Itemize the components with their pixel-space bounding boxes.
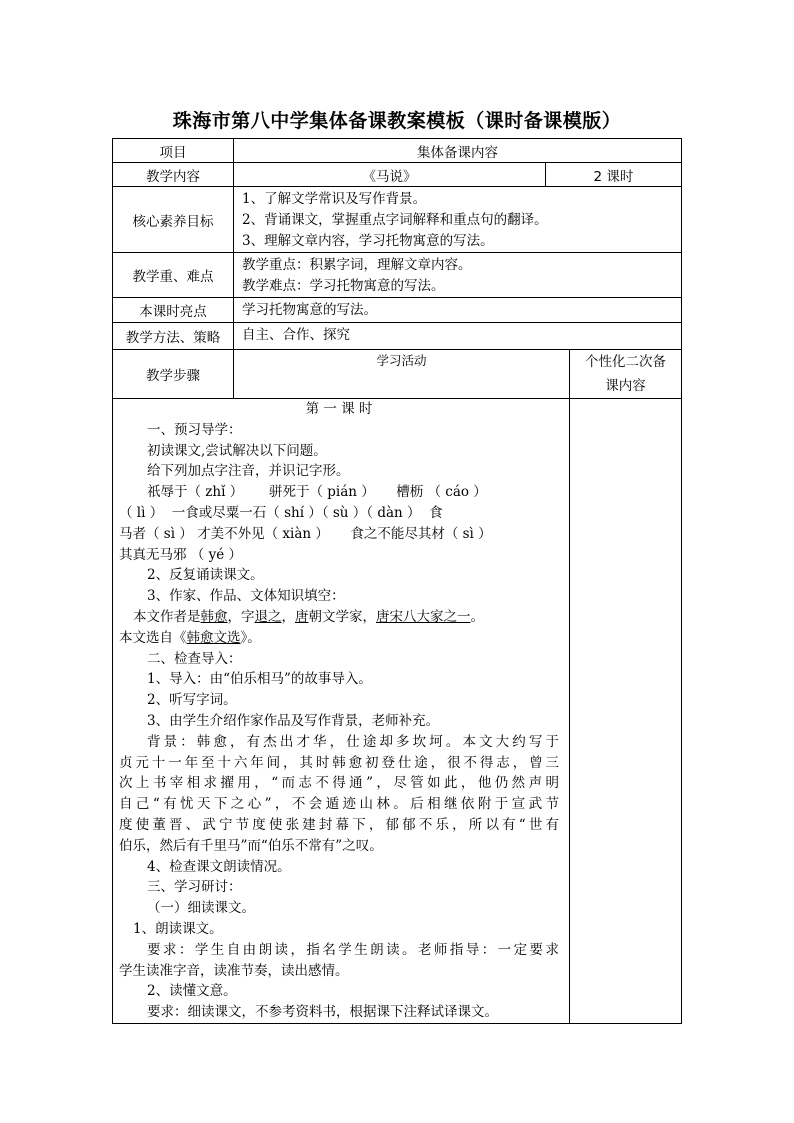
- author-text: 。: [470, 608, 484, 625]
- personal-header-line: 个性化二次备: [585, 354, 666, 370]
- body-line: 祇辱于（ zhǐ ） 骈死于（ pián ） 槽枥 （ cáo ）: [147, 484, 487, 501]
- goal-item: 1、了解文学常识及写作背景。: [242, 191, 427, 207]
- author-dynasty: 唐: [295, 608, 309, 625]
- difficult-point: 教学难点：学习托物寓意的写法。: [242, 278, 445, 294]
- body-row: [113, 399, 682, 1024]
- body-line: 初读课文,尝试解决以下问题。: [147, 442, 327, 459]
- methods-text: 自主、合作、探究: [234, 323, 682, 350]
- body-line: 二、检查导入：: [147, 650, 242, 667]
- header-item: 项目: [113, 139, 234, 163]
- goals-row: [113, 187, 682, 253]
- personal-header-line: 课内容: [605, 378, 646, 394]
- requirement-line: 学生读准字音，读准节奏，读出感情。: [119, 962, 349, 979]
- author-group: 唐宋八大家之一: [376, 608, 471, 625]
- body-line: 三、学习研讨：: [147, 879, 242, 896]
- key-points-row: [113, 253, 682, 298]
- author-courtesy-name: 退之: [254, 608, 282, 625]
- body-line: 1、朗读课文。: [133, 920, 223, 937]
- background-line: 度使董晋、武宁节度使张建封幕下，郁郁不乐，所以有“世有: [119, 816, 559, 833]
- key-point: 教学重点：积累字词，理解文章内容。: [242, 257, 472, 273]
- author-text: ，字: [227, 608, 255, 625]
- author-text: ，: [281, 608, 295, 625]
- body-line: 马者（ sì ） 才美不外见（ xiàn ） 食之不能尽其材（ sì ）: [119, 525, 492, 542]
- key-points-content: [234, 253, 682, 298]
- methods-row: [113, 323, 682, 350]
- highlight-row: [113, 298, 682, 323]
- goal-item: 2、背诵课文，掌握重点字词解释和重点句的翻译。: [242, 212, 548, 228]
- source-book: 韩愈文选: [186, 629, 241, 646]
- highlight-label: 本课时亮点: [113, 298, 234, 323]
- body-line: 2、反复诵读课文。: [147, 567, 264, 584]
- body-line: （一）细读课文。: [147, 900, 255, 917]
- background-line: 次上书宰相求擢用，“而志不得通”，尽管如此，他仍然声明: [119, 775, 559, 792]
- body-line: 3、由学生介绍作家作品及写作背景，老师补充。: [147, 712, 440, 729]
- methods-label: 教学方法、策略: [113, 323, 234, 350]
- steps-row: [113, 350, 682, 399]
- header-content: 集体备课内容: [234, 139, 682, 163]
- author-line: [119, 607, 559, 628]
- source-text: 》。: [240, 629, 261, 646]
- lesson-title: 《马说》: [234, 163, 546, 187]
- body-line: 2、听写字词。: [147, 692, 237, 709]
- author-prefix: 本文作者是: [133, 608, 201, 625]
- body-line: 其真无马邪 （ yé ）: [119, 546, 242, 563]
- body-line: 一、预习导学：: [147, 421, 242, 438]
- steps-label: 教学步骤: [113, 350, 234, 399]
- header-row: [113, 139, 682, 163]
- lesson-plan-table: [112, 138, 682, 1024]
- page-title: 珠海市第八中学集体备课教案模板（课时备课模版）: [172, 110, 622, 132]
- body-line: 3、作家、作品、文体知识填空：: [147, 588, 345, 605]
- body-line: 4、检查课文朗读情况。: [147, 858, 291, 875]
- goal-item: 3、理解文章内容，学习托物寓意的写法。: [242, 233, 494, 249]
- lesson-body: [113, 399, 570, 1024]
- body-line: 2、读懂文意。: [147, 983, 237, 1000]
- body-line: （ lì ） 一食或尽粟一石（ shí ）（ sù ）（ dàn ） 食: [119, 504, 443, 521]
- source-line: [119, 628, 559, 649]
- lesson-hours: 2 课时: [546, 163, 682, 187]
- personal-notes-cell: [570, 399, 682, 1024]
- body-line: 1、导入：由“伯乐相马”的故事导入。: [147, 671, 372, 688]
- author-name: 韩愈: [200, 608, 228, 625]
- background-line: 背景：韩愈，有杰出才华，仕途却多坎坷。本文大约写于: [147, 733, 559, 750]
- source-prefix: 本文选自《: [119, 629, 187, 646]
- personal-header: [570, 350, 682, 399]
- body-line: 给下列加点字注音，并识记字形。: [147, 463, 350, 480]
- activity-header: 学习活动: [234, 350, 570, 399]
- body-line: 要求：细读课文，不参考资料书，根据课下注释试译课文。: [147, 1004, 498, 1021]
- background-line: 自己“有忧天下之心”，不会遁迹山林。后相继依附于宣武节: [119, 796, 559, 813]
- key-points-label: 教学重、难点: [113, 253, 234, 298]
- goals-content: [234, 187, 682, 253]
- goals-label: 核心素养目标: [113, 187, 234, 253]
- teaching-content-label: 教学内容: [113, 163, 234, 187]
- background-line: 伯乐，然后有千里马”而“伯乐不常有”之叹。: [119, 837, 383, 854]
- teaching-content-row: [113, 163, 682, 187]
- author-text: 朝文学家，: [308, 608, 376, 625]
- requirement-line: 要求：学生自由朗读，指名学生朗读。老师指导：一定要求: [147, 941, 559, 958]
- background-line: 贞元十一年至十六年间，其时韩愈初登仕途，很不得志，曾三: [119, 754, 559, 771]
- highlight-text: 学习托物寓意的写法。: [234, 298, 682, 323]
- section-heading: 第 一 课 时: [305, 401, 373, 417]
